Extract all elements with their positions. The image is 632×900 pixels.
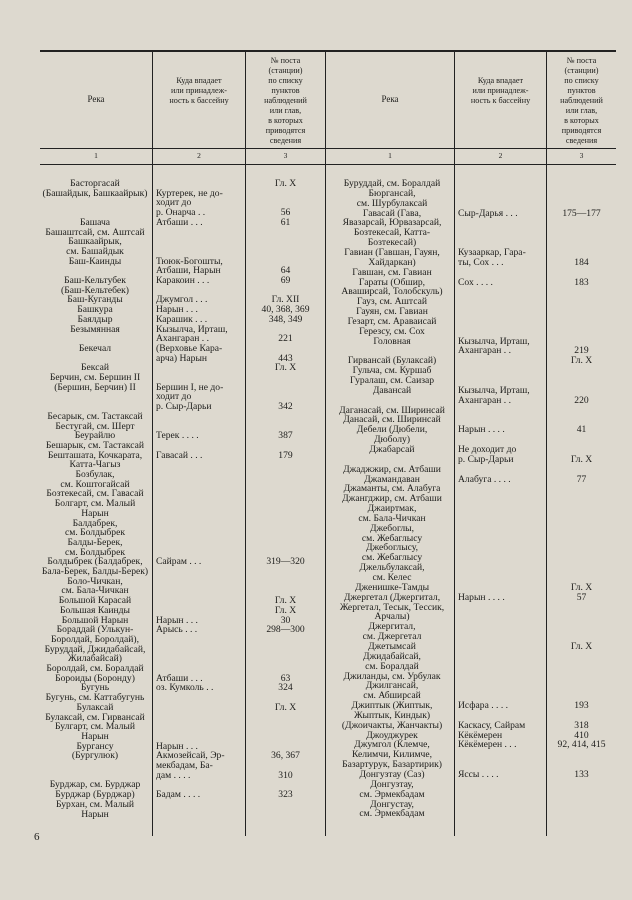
basin-name: Куртерек, не до- <box>156 187 223 199</box>
river-name: Бозбулак, <box>75 469 115 480</box>
col-number: 3 <box>283 151 288 160</box>
river-name: Келимчи, Килимче, <box>351 749 433 761</box>
post-number: 220 <box>574 394 589 406</box>
river-name: Джидабайсай, <box>363 650 421 662</box>
river-name: Бозтекесай, Катта- <box>353 227 431 239</box>
river-name: Баш-Куганды <box>67 294 123 306</box>
river-name: Гуралаш, см. Саизар <box>349 375 435 386</box>
basin-name: ходит до <box>156 391 192 403</box>
basin-name: Атбаши . . . <box>156 216 203 228</box>
river-name: Джабарсай <box>369 443 415 455</box>
river-name: (Бургулюк) <box>71 750 119 762</box>
post-number: 41 <box>576 424 587 436</box>
river-name: см. Джергетал <box>362 631 422 643</box>
header-post-right: № поста (станции) по списку пунктов наблюдений или глав, в которых приводятся сведения <box>560 56 603 145</box>
basin-name: Не доходит до <box>458 443 517 455</box>
river-name: Бесарык, см. Тастаксай <box>47 410 143 422</box>
river-name: Беурайлю <box>74 430 116 442</box>
col-divider-2 <box>245 50 246 836</box>
post-number: Гл. X <box>274 701 297 713</box>
post-number: 323 <box>278 789 293 801</box>
basin-name: Тююк-Богошты, <box>156 255 223 267</box>
river-name: Бекечал <box>78 342 112 354</box>
basin-name: Нарын . . . . <box>458 591 505 603</box>
basin-name: Атбаши, Нарын <box>156 265 221 277</box>
river-name: см. Жебаглысу <box>361 532 423 544</box>
river-name: Гауян, см. Гавиан <box>356 306 428 318</box>
basin-name: Арысь . . . <box>156 624 198 636</box>
river-name: Джоуджурек <box>366 729 418 741</box>
river-name: Данасай, см. Ширинсай <box>343 414 441 426</box>
river-name: Джиланды, см. Урбулак <box>343 670 441 682</box>
basin-name: Кызылча, Ирташ, <box>458 335 530 347</box>
river-name: Булгарт, см. Малый <box>55 721 135 733</box>
basin-name: Кёкёмерен . . . <box>458 739 517 751</box>
river-name: Бестугай, см. Шерт <box>55 420 135 432</box>
river-name: см. Эрмекбадам <box>359 808 425 820</box>
river-name: Даганасай, см. Ширинсай <box>339 404 445 416</box>
river-name: Балды-Берек, <box>67 536 123 548</box>
post-number: Гл. X <box>570 453 593 465</box>
river-name: Нарын <box>81 507 109 519</box>
river-name: (Джоичакты, Жанчакты) <box>341 719 443 731</box>
river-name: Донгустау, <box>370 798 414 810</box>
river-name: Большой Карасай <box>58 595 132 607</box>
river-name: Бюргансай, <box>368 187 416 199</box>
river-name: Джамандаван <box>364 473 420 485</box>
post-number: 30 <box>280 614 291 626</box>
basin-name: Яссы . . . . <box>458 769 499 780</box>
post-number: 410 <box>574 729 589 741</box>
post-number: Гл. XII <box>271 294 300 306</box>
river-name: Донгузтау, <box>370 778 414 790</box>
post-number: Гл. X <box>570 581 593 593</box>
river-name: Баш-Каинды <box>68 255 122 267</box>
basin-name: р. Сыр-Дарьи <box>156 401 212 413</box>
basin-name: Сыр-Дарья . . . <box>458 207 518 219</box>
header-river-right: Река <box>381 94 399 104</box>
river-name: Джебоглысу, <box>365 542 419 554</box>
river-name: Балдабрек, <box>72 517 118 529</box>
river-name: Джиптык (Жиптык, <box>351 700 433 712</box>
river-name: Нарын <box>81 730 109 742</box>
river-name: Гауз, см. Аштсай <box>357 296 427 308</box>
river-name: Гавасай (Гава, <box>362 207 422 219</box>
post-number: 310 <box>278 769 293 781</box>
post-number: 219 <box>574 345 589 357</box>
river-name: Джаманты, см. Алабуга <box>343 483 441 495</box>
basin-name: Нарын . . . <box>156 740 198 752</box>
col-number: 1 <box>94 151 98 160</box>
basin-name: Сох . . . . <box>458 276 493 288</box>
post-number: 57 <box>576 591 587 603</box>
river-name: Бозтекесай, см. Гавасай <box>46 488 144 500</box>
basin-name: р. Сыр-Дарьи <box>458 453 514 465</box>
river-name: Бурджар, см. Бурджар <box>49 779 141 791</box>
river-name: Болдыбрек (Балдабрек, <box>47 556 143 568</box>
post-number: Гл. X <box>274 178 297 189</box>
basin-name: Алабуга . . . . <box>458 473 511 485</box>
river-name: см. Бала-Чичкан <box>61 585 129 597</box>
river-name: см. Болдыбрек <box>64 546 126 558</box>
basin-name: Ахангаран . . <box>458 345 511 357</box>
river-name: Безымянная <box>70 323 120 335</box>
river-name: Дженишке-Тамды <box>354 581 430 593</box>
post-number: 179 <box>278 449 293 461</box>
col-number: 2 <box>498 151 503 160</box>
river-name: Бугунь <box>80 682 110 694</box>
river-name: Баш-Кельтубек <box>64 275 126 286</box>
river-name: Боролдай, см. Боралдай <box>46 663 144 674</box>
post-number: 183 <box>574 276 589 288</box>
river-name: (Башайдык, Башкаайрык) <box>42 187 148 199</box>
river-name: см. Жебаглысу <box>361 552 423 564</box>
basin-name: оз. Кумколь . . <box>156 682 214 694</box>
river-name: Буруддай, Джидабайсай, <box>44 643 146 655</box>
post-number: 133 <box>574 769 589 780</box>
basin-name: Акмозейсай, Эр- <box>156 750 225 762</box>
river-name: Бугунь, см. Каттабугунь <box>45 692 145 704</box>
basin-name: Кузааркар, Гара- <box>458 246 526 258</box>
basin-name: Атбаши . . . <box>156 672 203 684</box>
post-number: 92, 414, 415 <box>557 739 606 751</box>
basin-name: Гавасай . . . <box>156 449 203 461</box>
river-name: Джергетал (Джергитал, <box>343 591 441 603</box>
river-name: Дебели (Дюбели, <box>356 424 428 436</box>
basin-name: Нарын . . . <box>156 614 198 626</box>
river-name: Башкаайрык, <box>68 236 122 248</box>
col-divider-5 <box>546 50 547 836</box>
col-number: 2 <box>197 151 201 160</box>
river-name: Бургансу <box>76 740 114 752</box>
river-name: Бала-Берек, Балды-Берек) <box>41 566 149 577</box>
basin-name: р. Онарча . . <box>156 207 206 219</box>
river-name: Катта-Чагыз <box>69 459 121 471</box>
post-number: Гл. X <box>570 640 593 652</box>
basin-name: дам . . . . <box>156 769 191 781</box>
post-number: 298—300 <box>266 624 305 636</box>
basin-name: Ахангаран . . <box>458 394 511 406</box>
river-name: Гульча, см. Куршаб <box>352 365 432 377</box>
river-name: Джебоглы, <box>369 522 415 534</box>
river-name: Базартурук, Базартирик) <box>342 759 442 771</box>
river-name: Джельбулаксай, <box>359 562 425 574</box>
basin-name: Кёкёмерен <box>458 729 503 741</box>
post-number: 348, 349 <box>268 313 303 325</box>
river-name: Башкура <box>77 304 113 316</box>
header-basin-left: Куда впадает или принадлеж- ность к бассейну <box>169 76 229 105</box>
river-name: Бурхан, см. Малый <box>55 798 135 810</box>
river-name: Булаксай <box>76 701 114 713</box>
river-name: см. Болдыбрек <box>64 527 126 539</box>
river-name: см. Бала-Чичкан <box>358 512 426 524</box>
river-name: Арчалы) <box>374 611 410 623</box>
post-number: 342 <box>278 401 293 413</box>
river-name: Гирвансай (Булаксай) <box>347 355 437 367</box>
river-name: см. Эрмекбадам <box>359 788 425 800</box>
river-name: Болгарт, см. Малый <box>54 498 136 510</box>
post-number: Гл. X <box>274 595 297 607</box>
river-name: Джетымсай <box>368 640 416 652</box>
river-name: Донгузтау (Саз) <box>359 769 425 780</box>
river-name: Бозтекесай) <box>367 237 417 249</box>
river-name: Буруддай, см. Боралдай <box>343 178 441 189</box>
basin-name: Исфара . . . . <box>458 700 509 712</box>
river-name: см. Коштогайсай <box>60 478 130 490</box>
river-name: (Баш-Кельтебек) <box>61 284 129 296</box>
header-post-left: № поста (станции) по списку пунктов наблюдений или глав, в которых приводятся сведения <box>264 56 307 145</box>
post-number: 36, 367 <box>271 750 300 762</box>
basin-name: Терек . . . . <box>156 430 199 442</box>
river-name: Джумгол (Клемче, <box>354 739 430 751</box>
river-name: Хайдаркан) <box>368 256 416 268</box>
post-number: 175—177 <box>562 207 601 219</box>
header-bottom-rule <box>40 148 616 149</box>
basin-name: Джумгол . . . <box>156 294 208 306</box>
river-name: Явазарсай, Юрвазарсай, <box>342 217 442 229</box>
river-name: Гараты (Обшир, <box>358 276 426 288</box>
post-number: 56 <box>280 207 291 219</box>
basin-name: Ахангаран . . <box>156 333 209 345</box>
header-river-left: Река <box>87 94 105 104</box>
basin-name: мекбадам, Ба- <box>156 760 213 771</box>
basin-name: Карашик . . . <box>156 313 208 325</box>
river-name: Дюболу) <box>373 434 411 446</box>
post-number: Гл. X <box>274 362 297 374</box>
river-name: Джаиртмак, <box>367 503 417 515</box>
river-name: Боролдай, Боролдай), <box>50 633 140 645</box>
river-name: Джангджир, см. Атбаши <box>342 493 442 505</box>
river-name: Джаджжир, см. Атбаши <box>343 463 441 475</box>
river-name: Джилгансай, <box>365 680 419 692</box>
river-name: Баялдыр <box>77 313 113 325</box>
river-name: Башача <box>79 216 111 228</box>
river-name: см. Башайдык <box>66 245 124 257</box>
basin-name: арча) Нарын <box>156 352 208 364</box>
post-number: 318 <box>574 719 589 731</box>
post-number: 443 <box>278 352 293 364</box>
basin-name: Нарын . . . . <box>458 424 505 436</box>
river-name: Бороиды (Боронду) <box>55 672 135 684</box>
page-number: 6 <box>34 831 40 843</box>
basin-name: Каракоин . . . <box>156 275 210 286</box>
basin-name: Бадам . . . . <box>156 789 201 801</box>
basin-name: Нарын . . . <box>156 304 198 316</box>
river-name: Басторгасай <box>70 178 120 189</box>
basin-name: Кызылча, Ирташ, <box>458 384 530 396</box>
post-number: 221 <box>278 333 293 345</box>
river-name: Нарын <box>81 808 109 820</box>
river-name: Булаксай, см. Гирвансай <box>45 711 145 723</box>
basin-name: Каскасу, Сайрам <box>458 719 526 731</box>
basin-name: ходит до <box>156 197 192 209</box>
river-name: Гавиан (Гавшан, Гауян, <box>344 246 440 258</box>
river-name: Даванcай <box>372 384 412 396</box>
river-name: Джергитал, <box>368 621 416 633</box>
river-name: Жыптык, Киндык) <box>353 709 431 721</box>
post-number: Гл. X <box>570 355 593 367</box>
post-number: 193 <box>574 700 589 712</box>
river-name: Гавшан, см. Гавиан <box>352 266 432 278</box>
post-number: 319—320 <box>266 556 305 568</box>
river-name: см. Абширсай <box>363 690 421 702</box>
river-name: Бешташата, Кочкарата, <box>47 449 143 461</box>
post-number: 387 <box>278 430 293 442</box>
center-divider <box>325 50 326 836</box>
basin-name: ты, Сох . . . <box>458 256 504 268</box>
post-number: 61 <box>280 216 291 228</box>
river-name: Головная <box>373 335 411 347</box>
post-number: 40, 368, 369 <box>261 304 310 316</box>
river-name: Жергетал, Тесык, Тессик, <box>339 601 445 613</box>
river-name: Башаштсай, см. Аштсай <box>45 226 145 238</box>
river-name: Бешарык, см. Тастаксай <box>45 439 145 451</box>
river-name: Боло-Чичкан, <box>67 575 123 587</box>
river-name: Аваширсай, Толобскуль) <box>341 286 443 298</box>
col-number: 1 <box>388 151 392 160</box>
post-number: 184 <box>574 256 589 268</box>
basin-name: Сайрам . . . <box>156 556 202 568</box>
river-name: см. Шурбулаксай <box>356 197 428 209</box>
river-name: Гезарт, см. Араваисай <box>347 315 437 327</box>
river-name: Берчин, см. Бершин II <box>49 372 141 383</box>
river-name: Большой Нарын <box>61 614 129 626</box>
river-name: Большая Каинды <box>60 604 130 616</box>
river-name: Бурджар (Бурджар) <box>55 789 135 801</box>
post-number: 324 <box>278 682 293 694</box>
top-rule <box>40 50 616 52</box>
post-number: Гл. X <box>274 604 297 616</box>
basin-name: (Верховье Кара- <box>156 342 223 354</box>
river-name: (Бершин, Берчин) II <box>54 381 136 393</box>
river-name: см. Келес <box>372 572 412 583</box>
river-name: см. Боралдай <box>365 660 419 672</box>
numbers-bottom-rule <box>40 164 616 165</box>
basin-name: Кызылча, Ирташ, <box>156 323 228 335</box>
post-number: 77 <box>576 473 587 485</box>
col-number: 3 <box>579 151 584 160</box>
river-name: Жилабайсай) <box>67 653 122 665</box>
river-name: Бексай <box>81 362 109 374</box>
basin-name: Бершин I, не до- <box>156 381 224 393</box>
post-number: 64 <box>280 265 291 277</box>
post-number: 69 <box>280 275 291 286</box>
river-name: Герезсу, см. Сох <box>359 325 425 337</box>
river-name: Бораддай (Улькун- <box>56 624 134 636</box>
header-basin-right: Куда впадает или принадлеж- ность к бассейну <box>470 76 531 105</box>
post-number: 63 <box>280 672 291 684</box>
